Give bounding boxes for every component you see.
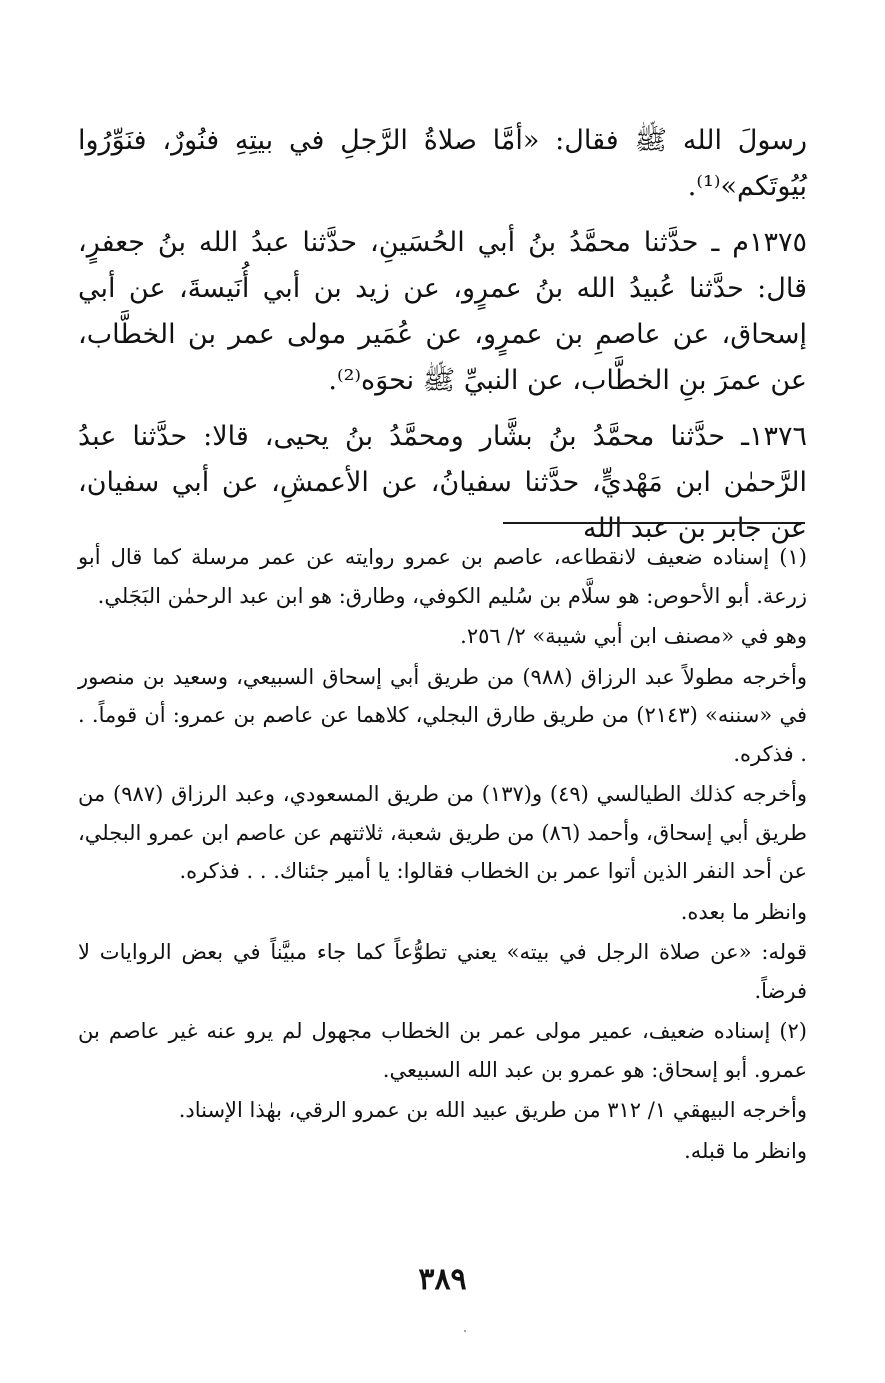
page-number: ٣٨٩ [418, 1262, 467, 1297]
footnote-1-see-next: وانظر ما بعده. [680, 899, 807, 924]
main-text-body [78, 118, 807, 562]
footnote-2-takhrij: وأخرجه البيهقي ١/ ٣١٢ من طريق عبيد الله بن عمرو الرقي، بهٰذا الإسناد. [178, 1098, 807, 1122]
scan-mark [464, 1330, 466, 1332]
footnote-2: (٢) إسناده ضعيف، عمير مولى عمر بن الخطاب مجهول لم يرو عنه غير عاصم بن عمرو. أبو إسحاق: هو عمرو بن عبد الله السبيعي. [78, 1019, 807, 1082]
footnote-1: (١) إسناده ضعيف لانقطاعه، عاصم بن عمرو روايته عن عمر مرسلة كما قال أبو زرعة. أبو الأحوص: هو سلَّام بن سُليم الكوفي، وطارق: هو ابن عبد الرحمٰن البَجَلي. [78, 545, 807, 608]
footnote-2-see-previous: وانظر ما قبله. [684, 1138, 807, 1163]
hadith-1376: ١٣٧٦ـ حدَّثنا محمَّدُ بنُ بشَّار ومحمَّدُ بنُ يحيى، قالا: حدَّثنا عبدُ الرَّحمٰن ابن مَهْديٍّ، حدَّثنا سفيانُ، عن الأعمشِ، عن أبي سفيان، عن جابر بن عبد الله [78, 421, 807, 544]
footnote-1-comment: قوله: «عن صلاة الرجل في بيته» يعني تطوُّعاً كما جاء مبيَّناً في بعض الروايات لا فرضاً. [78, 940, 807, 1003]
footnote-divider [503, 522, 805, 524]
footnote-1-takhrij: وأخرجه مطولاً عبد الرزاق (٩٨٨) من طريق أبي إسحاق السبيعي، وسعيد بن منصور في «سننه» (٢١٤٣) من طريق طارق البجلي، كلاهما عن عاصم بن عمرو: أن قوماً. . . فذكره. [78, 664, 808, 766]
footnotes-section [78, 538, 807, 1172]
hadith-1375: ١٣٧٥م ـ حدَّثنا محمَّدُ بنُ أبي الحُسَينِ، حدَّثنا عبدُ الله بنُ جعفرٍ، قال: حدَّثنا عُبيدُ الله بنُ عمرٍو، عن زيد بن أبي أُنَيسةَ، عن أبي إسحاق، عن عاصمِ بن عمرٍو، عن عُمَير مولى عمر بن الخطَّاب، عن عمرَ بنِ الخطَّاب، عن النبيِّ ﷺ نحوَه⁽²⁾. [78, 227, 807, 396]
main-paragraph: رسولَ الله ﷺ فقال: «أمَّا صلاةُ الرَّجلِ في بيتِهِ فنُورٌ، فنَوِّرُوا بُيُوتَكم»⁽¹⁾. [78, 125, 807, 202]
footnote-1-source: وهو في «مصنف ابن أبي شيبة» ٢/ ٢٥٦. [460, 624, 807, 648]
footnote-1-takhrij-2: وأخرجه كذلك الطيالسي (٤٩) و(١٣٧) من طريق المسعودي، وعبد الرزاق (٩٨٧) من طريق أبي إسحاق، وأحمد (٨٦) من طريق شعبة، ثلاثتهم عن عاصم ابن عمرو البجلي، عن أحد النفر الذين أتوا عمر بن الخطاب فقالوا: يا أمير جئناك. . . فذكره. [78, 782, 807, 883]
